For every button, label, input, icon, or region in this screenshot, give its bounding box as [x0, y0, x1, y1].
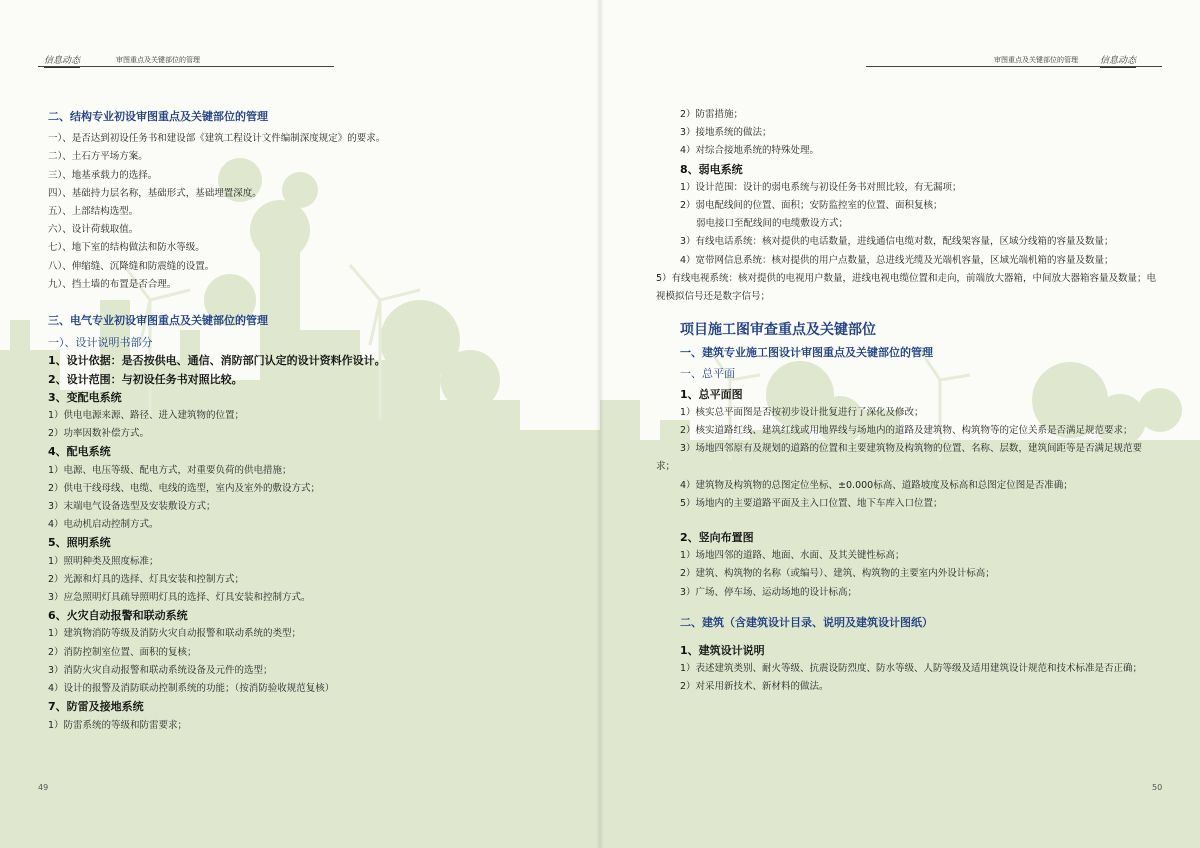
right-page	[600, 0, 1200, 848]
list-item: 2）弱电配线间的位置、面积；安防监控室的位置、面积复核；	[680, 200, 943, 212]
list-item: 三）、地基承载力的选择。	[48, 169, 158, 181]
bold-line: 1、设计依据：是否按供电、通信、消防部门认定的设计资料作设计。	[48, 354, 386, 368]
item-heading: 1、建筑设计说明	[680, 644, 765, 658]
list-item: 一）、是否达到初设任务书和建设部《建筑工程设计文件编制深度规定》的要求。	[48, 133, 386, 145]
list-item: 二）、土石方平场方案。	[48, 151, 148, 163]
header-title-right: 审图重点及关键部位的管理	[994, 56, 1078, 64]
subsection-heading: 一）、设计说明书部分	[48, 336, 153, 350]
page-number-left: 49	[38, 783, 49, 792]
list-item: 4）宽带网信息系统：核对提供的用户点数量，总进线光缆及光端机容量，区域光端机箱的容量及数量；	[680, 254, 1114, 266]
list-item: 1）设计范围：设计的弱电系统与初设任务书对照比较，有无漏项；	[680, 181, 962, 193]
list-item: 八）、伸缩缝、沉降缝和防震缝的设置。	[48, 260, 215, 272]
item-heading: 4、配电系统	[48, 445, 111, 459]
item-heading: 6、火灾自动报警和联动系统	[48, 609, 188, 623]
section-heading: 二、建筑（含建筑设计目录、说明及建筑设计图纸）	[680, 615, 933, 629]
section-heading: 二、结构专业初设审图重点及关键部位的管理	[48, 110, 268, 123]
item-heading: 1、总平面图	[680, 387, 743, 401]
list-item: 3）应急照明灯具疏导照明灯具的选择、灯具安装和控制方式。	[48, 592, 311, 604]
list-item: 1）防雷系统的等级和防雷要求；	[48, 719, 188, 731]
list-item: 1）核实总平面图是否按初步设计批复进行了深化及修改；	[680, 406, 924, 418]
list-item: 九）、挡土墙的布置是否合理。	[48, 278, 177, 290]
list-item: 2）光源和灯具的选择、灯具安装和控制方式；	[48, 573, 245, 585]
item-heading: 2、竖向布置图	[680, 531, 754, 545]
item-heading: 8、弱电系统	[680, 162, 743, 176]
list-item: 1）表述建筑类别、耐火等级、抗震设防烈度、防水等级、人防等级及适用建筑设计规范和技术标准是否正确；	[680, 663, 1143, 675]
list-item: 1）建筑物消防等级及消防火灾自动报警和联动系统的类型；	[48, 628, 302, 640]
list-item: 3）接地系统的做法；	[680, 127, 772, 139]
list-item: 3）有线电话系统：核对提供的电话数量，进线通信电缆对数，配线架容量，区域分线箱的容量及数量；	[680, 236, 1114, 248]
item-heading: 7、防雷及接地系统	[48, 700, 144, 714]
book-gutter	[596, 0, 604, 848]
list-item: 5）有线电视系统：核对提供的电视用户数量，进线电视电缆位置和走向，前端放大器箱，中间放大器箱容量及数量；电视模拟信号还是数字信号；	[656, 272, 1157, 303]
list-item: 2）对采用新技术、新材料的做法。	[680, 681, 829, 693]
list-item: 5）场地内的主要道路平面及主入口位置、地下车库入口位置；	[680, 497, 943, 509]
list-item: 4）设计的报警及消防联动控制系统的功能；（按消防验收规范复核）	[48, 683, 335, 695]
list-item: 3）广场、停车场、运动场地的设计标高；	[680, 586, 858, 598]
list-item: 4）建筑物及构筑物的总图定位坐标、±0.000标高、道路坡度及标高和总图定位图是否准确；	[680, 479, 1073, 491]
page-number-right: 50	[1152, 783, 1163, 792]
list-item: 3）末端电气设备选型及安装敷设方式；	[48, 501, 216, 513]
list-item: 1）供电电源来源、路径、进入建筑物的位置；	[48, 410, 245, 422]
list-item: 1）照明种类及照度标准；	[48, 555, 159, 567]
list-item: 1）电源、电压等级、配电方式，对重要负荷的供电措施；	[48, 464, 292, 476]
list-item: 2）功率因数补偿方式。	[48, 428, 150, 440]
list-item: 四）、基础持力层名称，基础形式，基础埋置深度。	[48, 187, 262, 199]
section-heading: 三、电气专业初设审图重点及关键部位的管理	[48, 314, 268, 328]
header-title-left: 审图重点及关键部位的管理	[116, 56, 200, 64]
section-heading: 一、建筑专业施工图设计审图重点及关键部位的管理	[680, 346, 933, 360]
header-logo-right: 信息动态	[1100, 53, 1136, 66]
list-item: 4）电动机启动控制方式。	[48, 519, 159, 531]
list-item: 1）场地四邻的道路、地面、水面、及其关键性标高；	[680, 550, 905, 562]
list-item: 2）供电干线母线、电缆、电线的选型，室内及室外的敷设方式；	[48, 482, 321, 494]
left-page-content	[48, 108, 568, 735]
subsection-heading: 一、总平面	[680, 367, 735, 381]
header-rule-left	[38, 66, 334, 67]
bold-line: 2、设计范围：与初设任务书对照比较。	[48, 372, 243, 386]
list-item: 五）、上部结构选型。	[48, 206, 139, 218]
list-item: 2）防雷措施；	[680, 109, 744, 120]
item-heading: 5、照明系统	[48, 536, 111, 550]
list-item: 六）、设计荷载取值。	[48, 224, 139, 236]
right-page-content	[656, 106, 1158, 697]
list-item: 弱电接口至配线间的电缆敷设方式；	[696, 218, 849, 230]
list-item: 3）消防火灾自动报警和联动系统设备及元件的选型；	[48, 664, 273, 676]
list-item: 2）消防控制室位置、面积的复核；	[48, 646, 197, 658]
list-item: 2）建筑、构筑物的名称（或编号）、建筑、构筑物的主要室内外设计标高；	[680, 568, 995, 580]
header-logo-left: 信息动态	[44, 53, 80, 66]
list-item: 2）核实道路红线、建筑红线或用地界线与场地内的道路及建筑物、构筑物等的定位关系是否满足规范要求；	[680, 425, 1133, 437]
item-heading: 3、变配电系统	[48, 390, 122, 404]
list-item: 4）对综合接地系统的特殊处理。	[680, 145, 820, 157]
list-item: 七）、地下室的结构做法和防水等级。	[48, 242, 205, 254]
list-item: 3）场地四邻原有及规划的道路的位置和主要建筑物及构筑物的位置、名称、层数，建筑间距等是否满足规范要求；	[656, 443, 1143, 473]
chapter-title: 项目施工图审查重点及关键部位	[680, 322, 876, 339]
